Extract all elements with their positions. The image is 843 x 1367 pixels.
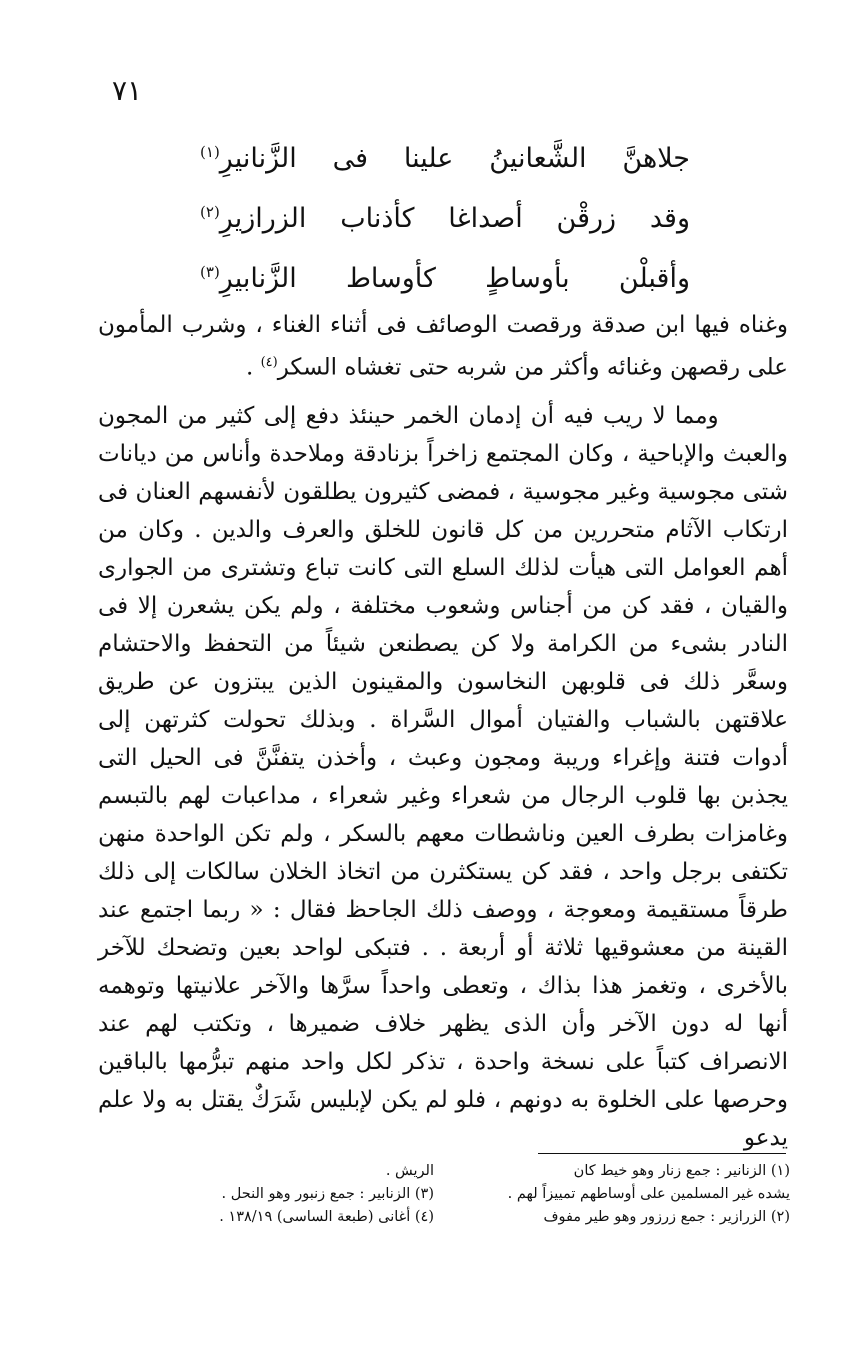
text-line: وغناه فيها ابن صدقة ورقصت الوصائف فى أثناء الغناء ، وشرب المأمون على bbox=[98, 312, 788, 381]
body-text bbox=[98, 306, 788, 1157]
verse-word: وقد bbox=[649, 202, 690, 234]
verse-word-text: الزرازيرِ bbox=[219, 202, 307, 234]
text-line: والإباحية ، وكان المجتمع زاخراً بزنادقة وملاحدة وأناس من ديانات شتى مجوسية bbox=[98, 440, 789, 505]
verse-line bbox=[200, 188, 700, 248]
footnote-ref: (٢) bbox=[200, 202, 220, 221]
text-line: فقال : « ربما اجتمع عند القينة من معشوقيها ثلاثة أو أربعة . . فتبكى لواحد bbox=[98, 896, 788, 961]
footnote-line: الريش . bbox=[385, 1163, 434, 1179]
footnote-line: يشده غير المسلمين على أوساطهم تمييزاً لهم . bbox=[507, 1186, 790, 1202]
footnotes bbox=[104, 1160, 790, 1229]
text-line: بعين وتضحك للآخر بالأخرى ، وتغمز هذا بذاك ، وتعطى واحداً سرَّها والآخر bbox=[98, 934, 789, 999]
text-line: معهم بالسكر ، ولم تكن الواحدة منهن تكتفى برجل واحد ، فقد كن يستكثرن من bbox=[98, 820, 789, 885]
text-line: علانيتها وتوهمه أنها له دون الآخر وأن الذى يظهر خلاف ضميرها ، وتكتب لهم bbox=[98, 972, 788, 1037]
text-line: رقصهن وغنائه وأكثر من شربه حتى تغشاه السكر bbox=[277, 354, 741, 381]
verse-word: جلاهنَّ bbox=[622, 142, 690, 174]
verse-word-text: الزَّنابيرِ bbox=[219, 262, 297, 294]
verse-word: كأوساط bbox=[345, 262, 436, 294]
text-line: الرجال من شعراء وغير شعراء ، مداعبات لهم بالتبسم وغامزات بطرف العين وناشطات bbox=[98, 782, 789, 847]
paragraph-1 bbox=[98, 306, 788, 387]
verse-word: كأذناب bbox=[340, 202, 415, 234]
poem-verses bbox=[200, 128, 700, 308]
footnotes-right-column bbox=[460, 1160, 790, 1229]
text-line: من كل قانون للخلق والعرف والدين . وكان من أهم العوامل التى هيأت لذلك bbox=[98, 516, 788, 581]
verse-word bbox=[200, 203, 306, 234]
text-line: عند الانصراف كتباً على نسخة واحدة ، تذكر لكل واحد منهم تبرُّمها بالباقين bbox=[98, 1010, 788, 1075]
footnote-divider bbox=[538, 1153, 786, 1154]
verse-line bbox=[200, 248, 700, 308]
footnote-line: (٣) الزنابير : جمع زنبور وهو النحل . bbox=[221, 1186, 434, 1202]
footnotes-left-column bbox=[104, 1160, 434, 1229]
verse-word bbox=[200, 143, 297, 174]
footnote-ref: (١) bbox=[200, 142, 220, 161]
verse-word: بأوساطٍ bbox=[485, 262, 570, 294]
verse-word: زرقْن bbox=[556, 202, 617, 234]
text-line: ومما لا ريب فيه أن إدمان الخمر حينئذ دفع إلى كثير من المجون والعبث bbox=[98, 402, 789, 467]
text-line: السلع التى كانت تباع وتشترى من الجوارى والقيان ، فقد كن من أجناس وشعوب bbox=[98, 554, 789, 619]
verse-word bbox=[200, 263, 297, 294]
footnote-ref: (٣) bbox=[200, 262, 220, 281]
text-line: التحفظ والاحتشام وسعَّر ذلك فى قلوبهن النخاسون والمقينون الذين يبتزون عن bbox=[98, 630, 788, 695]
text-line: وحرصها على الخلوة به دونهم ، فلو لم يكن لإبليس شَرَكٌ يقتل به ولا علم يدعو bbox=[98, 1086, 788, 1151]
verse-word: فى bbox=[332, 142, 368, 174]
text-line: اتخاذ الخلان سالكات إلى ذلك طرقاً مستقيمة ومعوجة ، ووصف ذلك الجاحظ bbox=[98, 858, 788, 923]
text-line-end: . bbox=[245, 354, 261, 381]
page-number: ٧١ bbox=[112, 74, 143, 107]
verse-line bbox=[200, 128, 700, 188]
footnote-ref: (٤) bbox=[260, 355, 278, 370]
footnote-line: (١) الزنانير : جمع زنار وهو خيط كان bbox=[573, 1163, 790, 1179]
paragraph-2 bbox=[98, 397, 788, 1157]
footnote-line: (٤) أغانى (طبعة الساسى) ١٣٨/١٩ . bbox=[219, 1209, 434, 1225]
verse-word: الشَّعانينُ bbox=[489, 142, 587, 174]
verse-word: أصداغا bbox=[448, 202, 523, 234]
verse-word: علينا bbox=[403, 142, 454, 174]
text-line: مختلفة ، ولم يكن يشعرن إلا فى النادر بشىء من الكرامة ولا كن يصطنعن شيئاً من bbox=[98, 592, 788, 657]
verse-word-text: الزَّنانيرِ bbox=[219, 142, 297, 174]
text-line: طريق علاقتهن بالشباب والفتيان أموال السَّراة . وبذلك تحولت كثرتهن إلى أدوات bbox=[98, 668, 788, 771]
text-line: وغير مجوسية ، فمضى كثيرون يطلقون لأنفسهم العنان فى ارتكاب الآثام متحررين bbox=[98, 478, 788, 543]
footnote-line: (٢) الزرازير : جمع زرزور وهو طير مفوف bbox=[543, 1209, 790, 1225]
text-line: فتنة وإغراء وريبة ومجون وعبث ، وأخذن يتفنَّنَّ فى الحيل التى يجذبن بها قلوب bbox=[98, 744, 789, 809]
verse-word: وأقبلْن bbox=[618, 262, 690, 294]
